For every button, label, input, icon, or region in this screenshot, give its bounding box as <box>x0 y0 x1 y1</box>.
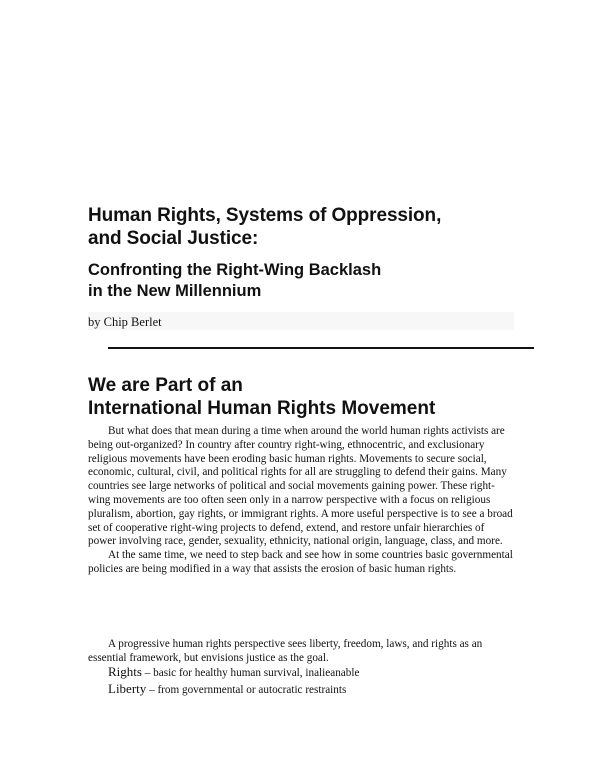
paragraph-1: But what does that mean during a time when around the world human rights activists are being out-organized? In country after country right-wing, ethnocentric, and exclusionary religious movements have been eroding basic human rights. Movements to secure social, economic, cultural, civil, and political rights for all are struggling to defend their gains. Many countries see large networks of political and social movements gaining power. These right-wing movements are too often seen only in a narrow perspective with a focus on religious pluralism, abortion, gay rights, or immigrant rights. A more useful perspective is to see a broad set of cooperative right-wing projects to defend, extend, and restore unfair hierarchies of power involving race, gender, sexuality, ethnicity, national origin, language, class, and more. <box>88 425 513 548</box>
horizontal-rule <box>108 347 534 349</box>
section-heading <box>88 374 548 420</box>
list-definition: – basic for healthy human survival, inalieanable <box>141 667 360 679</box>
list-item <box>108 664 359 681</box>
section-heading-line-2: International Human Rights Movement <box>88 398 436 419</box>
list-item <box>108 681 359 698</box>
title-line-1: Human Rights, Systems of Oppression, <box>88 205 442 226</box>
byline: by Chip Berlet <box>88 315 162 329</box>
paragraph-2: At the same time, we need to step back and see how in some countries basic governmental policies are being modified in a way that assists the erosion of basic human rights. <box>88 549 513 575</box>
subtitle-line-1: Confronting the Right-Wing Backlash <box>88 261 382 279</box>
body-paragraph-3 <box>88 638 514 666</box>
title-line-2: and Social Justice: <box>88 228 259 249</box>
body-paragraphs <box>88 425 514 577</box>
list-definition: – from governmental or autocratic restraints <box>146 684 347 696</box>
definition-list <box>108 664 359 698</box>
list-term: Liberty <box>108 681 147 696</box>
section-heading-line-1: We are Part of an <box>88 375 243 396</box>
subtitle-line-2: in the New Millennium <box>88 282 262 300</box>
document-subtitle <box>88 260 528 302</box>
paragraph-3: A progressive human rights perspective sees liberty, freedom, laws, and rights as an essential framework, but envisions justice as the goal. <box>88 638 483 664</box>
list-term: Rights <box>108 664 142 679</box>
document-title <box>88 204 528 250</box>
